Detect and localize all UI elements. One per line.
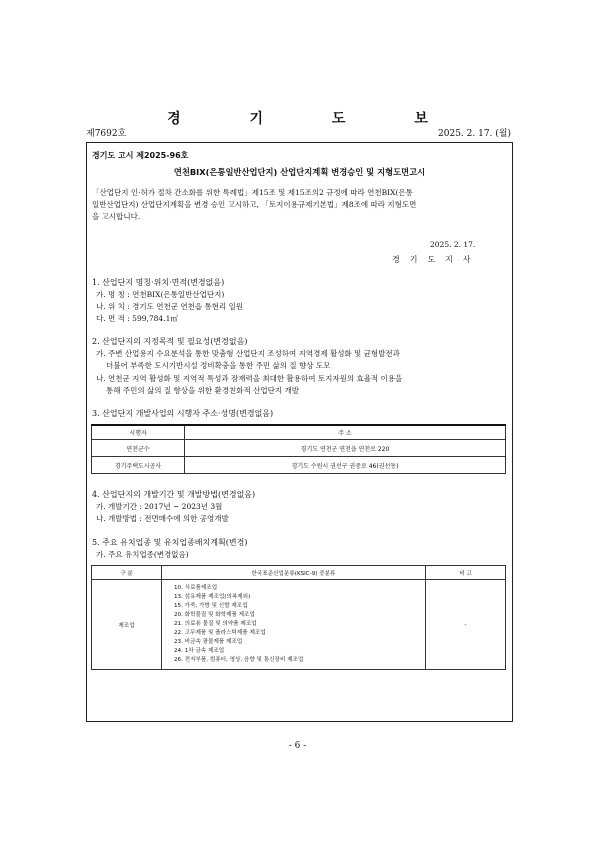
section4-period: 가. 개발기간 : 2017년 ~ 2023년 3월	[96, 502, 223, 511]
page-number: - 6 -	[288, 741, 307, 751]
industry-item: 24. 1차 금속 제조업	[174, 648, 225, 655]
table-header-row	[92, 566, 506, 580]
notice-title: 연천BIX(은통일반산업단지) 산업단지계획 변경승인 및 지형도면고시	[173, 167, 426, 177]
section2-a-line2: 더불어 부족한 도시기반시설 정비확충을 통한 주민 삶의 질 향상 도모	[106, 361, 331, 370]
section5-heading: 5. 주요 유치업종 및 유치업종배치계획(변경)	[92, 538, 248, 547]
table-header-cell: 한국표준산업분류(KSIC-9) 중분류	[162, 566, 426, 580]
industry-item: 23. 비금속 광물제품 제조업	[174, 639, 243, 646]
table-cell-remark: -	[426, 580, 506, 670]
section1-area: 다. 면 적 : 599,784.1㎡	[96, 314, 178, 323]
section5-subheading: 가. 주요 유치업종(변경없음)	[96, 550, 189, 559]
industry-item: 26. 전자부품, 컴퓨터, 영상, 음향 및 통신장비 제조업	[174, 657, 304, 664]
implementer-table	[91, 424, 506, 474]
notice-body-line: 일반산업단지) 산업단지계획을 변경 승인 고시하고, 「토지이용규제기본법」제8조에 따라 지형도면	[92, 200, 417, 209]
table-header-row	[92, 425, 506, 440]
table-cell-name: 경기주택도시공사	[92, 457, 185, 474]
industry-item: 21. 의료용 물질 및 의약품 제조업	[174, 621, 257, 628]
notice-body	[92, 187, 508, 223]
signature-name: 경기도지사	[392, 255, 481, 264]
section3-heading: 3. 산업단지 개발사업의 시행자 주소·성명(변경없음)	[92, 409, 274, 418]
table-row	[92, 457, 506, 474]
section1-location: 나. 위 치 : 경기도 연천군 연천읍 통현리 일원	[96, 302, 244, 311]
table-header-cell: 구 분	[92, 566, 162, 580]
table-row	[92, 440, 506, 457]
industry-item: 10. 식료품제조업	[174, 585, 218, 591]
notice-body-line: 을 고시합니다.	[92, 212, 141, 221]
industry-item: 22. 고무제품 및 플라스틱제품 제조업	[174, 630, 266, 637]
table-header-cell: 비 고	[426, 566, 506, 580]
gazette-title: 경 기 도 보	[167, 111, 460, 127]
table-cell-address: 경기도 수원시 권선구 권중로 46(권선동)	[185, 457, 506, 474]
notice-body-line: 「산업단지 인·허가 절차 간소화를 위한 특례법」제15조 및 제15조의2 규정에 따라 연천BIX(은통	[92, 188, 413, 197]
section2-heading: 2. 산업단지의 지정목적 및 필요성(변경없음)	[92, 337, 248, 346]
industry-item: 13. 섬유제품 제조업(의복제외)	[174, 594, 251, 601]
issue-date: 2025. 2. 17. (월)	[438, 129, 511, 139]
industry-item: 15. 가죽, 가방 및 신발 제조업	[174, 603, 248, 610]
section4-method: 나. 개발방법 : 전면매수에 의한 공영개발	[96, 514, 229, 523]
table-cell-name: 연천군수	[92, 440, 185, 457]
industry-table	[91, 565, 506, 670]
section2-b-line2: 통해 주민의 삶의 질 향상을 위한 환경친화적 산업단지 개발	[106, 386, 299, 395]
table-header-cell: 시행자	[92, 425, 185, 440]
section1-heading: 1. 산업단지 명칭·위치·면적(변경없음)	[92, 278, 225, 287]
table-header-cell: 주 소	[185, 425, 506, 440]
signature-date: 2025. 2. 17.	[430, 240, 476, 249]
industry-item: 20. 화학물질 및 화학제품 제조업	[174, 612, 255, 619]
table-row	[92, 580, 506, 670]
issue-number: 제7692호	[86, 129, 127, 139]
section1-name: 가. 명 칭 : 연천BIX(은통일반산업단지)	[96, 290, 225, 299]
section4-heading: 4. 산업단지의 개발기간 및 개발방법(변경없음)	[92, 490, 256, 499]
section2-a-line1: 가. 주변 산업용지 수요분석을 통한 맞춤형 산업단지 조성하여 지역경제 활성화 및 균형발전과	[96, 349, 400, 358]
table-cell-category: 제조업	[92, 580, 162, 670]
industry-list	[162, 580, 426, 670]
notice-number: 경기도 고시 제2025-96호	[92, 151, 189, 160]
section2-b-line1: 나. 연천군 지역 활성화 및 지역적 특성과 잠재력을 최대한 활용하여 토지자원의 효율적 이용을	[96, 374, 403, 383]
table-cell-address: 경기도 연천군 연천읍 연천로 220	[185, 440, 506, 457]
